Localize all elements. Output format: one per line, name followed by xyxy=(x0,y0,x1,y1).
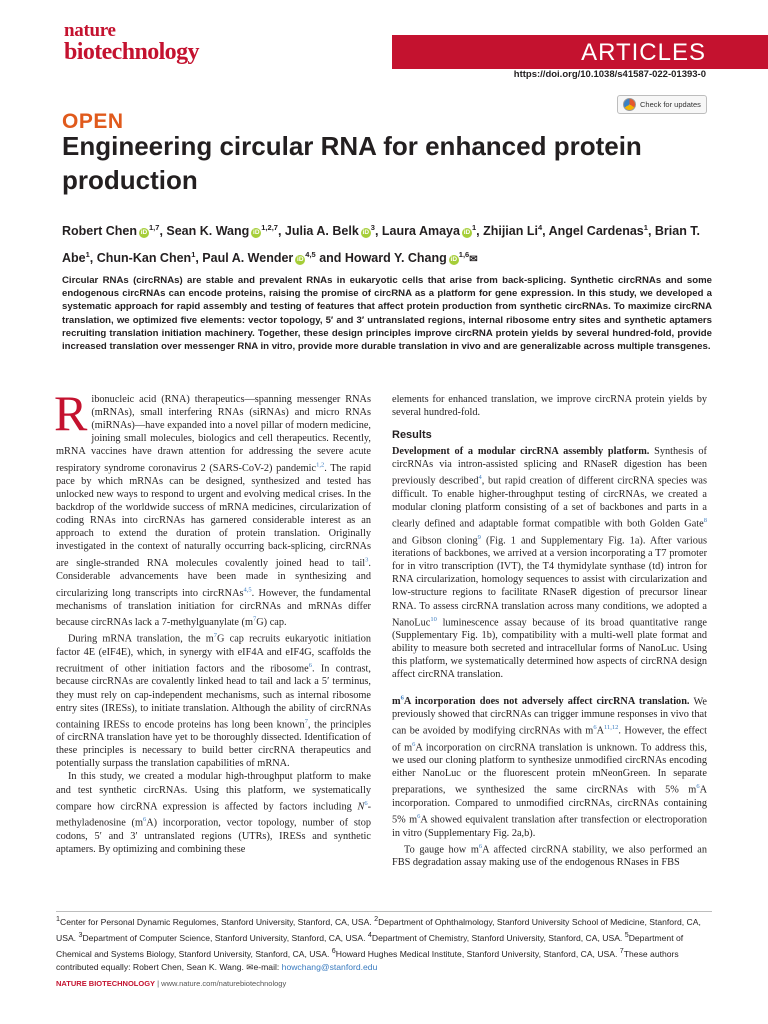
orcid-icon[interactable]: iD xyxy=(362,229,370,237)
doi-link[interactable]: https://doi.org/10.1038/s41587-022-01393-0 xyxy=(513,69,706,80)
intro-paragraph-3: In this study, we created a modular high-throughput platform to make and test synthetic circRNAs. Using this platform, we systematically compare how circRNA expression is affected by factors including $N^6$-methyladenosine $(m^6A)$ incorporation, vector topology, number of stop codons, 5′ and 3′ untranslated regions (UTRs), IRESs and synthetic aptamers. By optimizing and combining these xyxy=(56,771,371,855)
orcid-icon[interactable]: iD xyxy=(140,229,148,237)
section-label: ARTICLES xyxy=(581,39,706,66)
orcid-icon[interactable]: iD xyxy=(463,229,471,237)
affiliations: $^1$Center for Personal Dynamic Regulomes, Stanford University, Stanford, CA, USA. $^2$Department of Ophthalmology, Stanford University School of Medicine, Stanford, CA, USA. $^3$Department of Computer Science, Stanford University, Stanford, CA, USA. $^4$Department of Chemistry, Stanford University, Stanford, CA, USA. $^5$Department of Chemical and Systems Biology, Stanford University, Stanford, CA, USA. $^6$Howard Hughes Medical Institute, Stanford University, Stanford, CA, USA. $^7$These authors contributed equally: Robert Chen, Sean K. Wang. ✉e-mail: howchang@stanford.edu xyxy=(56,915,701,972)
crossmark-icon xyxy=(623,98,636,111)
article-title: Engineering circular RNA for enhanced protein production xyxy=(62,131,642,195)
journal-logo-line2: biotechnology xyxy=(64,39,199,65)
orcid-icon[interactable]: iD xyxy=(297,256,304,264)
orcid-icon[interactable]: iD xyxy=(450,256,458,264)
intro-paragraph-1-text: ibonucleic acid (RNA) therapeutics—spanning messenger RNAs (mRNAs), small interfering RNAs (siRNAs) and micro RNAs (miRNAs)—have expanded into a novel pillar of modern medicine, joining small molecules, biologics and cell therapeutics. Recently, mRNA vaccines have drawn attention for addressing the severe acute respiratory syndrome coronavirus 2 (SARS-CoV-2) pandemic$^{1,2}$. The rapid pace by which mRNAs can be designed, synthesized and tested has unlocked new ways to respond to urgent and evolving medical crises. In the backdrop of the worldwide success of mRNA medicines, circularization of coding RNAs into circRNAs has garnered considerable interest as an approach to extend the duration of protein translation. Originally investigated in the context of naturally occurring back-splicing, circRNAs are single-stranded RNA molecules covalently joined head to tail$^3$. Considerable advancements have been made in synthesizing and circularizing long transcripts into circRNAs$^{4,5}$. However, the fundamental mechanisms of translation initiation for circRNAs and mRNAs differ because circRNAs lack a 7-methylguanylate $(m^7G)$ cap. xyxy=(56,394,372,629)
footer-url[interactable]: www.nature.com/naturebiotechnology xyxy=(161,979,287,988)
intro-paragraph-1 xyxy=(54,385,372,629)
journal-logo-line1: nature xyxy=(64,20,116,41)
results-paragraph-1: Development of a modular circRNA assembly platform. Synthesis of circRNAs via intron-assisted splicing and RNaseR digestion has been previously described$^4$, but rapid creation of different circRNA species was difficult. To enable higher-throughput testing of circRNAs, we created a modular cloning platform consisting of a set of backbones and parts in a clearly defined and adaptable format compatible with both Golden Gate$^8$ and Gibson cloning$^9$ (Fig. 1 and Supplementary Fig. 1a). After various iterations of backbones, we arrived at a version incorporating a T7 promoter for in vitro transcription (IVT), the T4 thymidylate synthase (td) intron for RNA circularization, homology sequences to assist with circularization and low-structure regions to facilitate RNaseR digestion of precursor linear RNA. To assess circRNA translation across many conditions, we adopted a NanoLuc$^{10}$ luminescence assay because of its broad quantitative range (Supplementary Fig. 1b), compatibility with a multi-well plate format and ability to measure both secreted and intracellular forms of NanoLuc. Using this platform, we systematically determined how aspects of circRNA design affect circRNA translation. xyxy=(392,446,707,681)
intro-paragraph-4: elements for enhanced translation, we improve circRNA protein yields by several hundred-fold. xyxy=(392,394,707,419)
body-column-left xyxy=(54,385,372,856)
footnote-divider xyxy=(56,911,712,912)
body-column-right xyxy=(392,393,707,869)
intro-paragraph-2: During mRNA translation, the $m^7G$ cap recruits eukaryotic initiation factor 4E (eIF4E), which, in synergy with eIF4A and eIF4G, scaffolds the recruitment of other initiation factors and the ribosome$^6$. In contrast, because circRNAs are covalently linked head to tail and lack a 5′ terminus, they must rely on cap-independent mechanisms, such as internal ribosome entry sites (IRESs), to initiate translation. Although the ability of circRNAs containing IRESs to encode proteins has long been known$^7$, the principles of circRNA translation have yet to be thoroughly dissected. Identification of these principles is necessary to build better circRNA therapeutics and potentially surpass the translation capabilities of mRNA. xyxy=(56,632,371,770)
check-updates-label: Check for updates xyxy=(640,100,701,109)
results-paragraph-3: To gauge how $m^6A$ affected circRNA stability, we also performed an FBS degradation assay making use of the endogenous RNases in FBS xyxy=(392,842,707,869)
drop-cap: R xyxy=(54,385,88,441)
orcid-icon[interactable]: iD xyxy=(253,229,260,237)
abstract: Circular RNAs (circRNAs) are stable and prevalent RNAs in eukaryotic cells that arise from back-splicing. Synthetic circRNAs and some endogenous circRNAs can encode proteins, raising the promise of circRNA as a platform for gene expression. In this study, we developed a systematic approach for rapid assembly and testing of features that affect protein production from synthetic circRNAs. To maximize circRNA translation, we optimized five elements: vector topology, 5′ and 3′ untranslated regions, internal ribosome entry sites and synthetic aptamers recruiting translation initiation machinery. Together, these design principles improve circRNA protein yields by several hundred-fold, provide increased translation over messenger RNA in vitro, provide more durable translation in vivo and are generalizable across multiple transgenes. xyxy=(62,275,712,353)
author-list: Robert Chen iD$^{1,7}$, Sean K. Wang iD$^{1,2,7}$, Julia A. Belk $iD^3$, Laura Amaya $iD^1$, Zhijian Li$^4$, Angel Cardenas$^1$, Brian T. Abe$^1$, Chun-Kan Chen$^1$, Paul A. Wender iD$^{4,5}$ and Howard Y. Chang iD$^{1,6}$✉ xyxy=(62,223,701,266)
check-updates-button[interactable] xyxy=(617,95,707,114)
section-banner xyxy=(392,35,768,69)
results-paragraph-2: $m^6A$ incorporation does not adversely affect circRNA translation. We previously showed that circRNAs can trigger immune responses in vivo that can be avoided by modifying circRNAs with $m^6A^{11,12}$. However, the effect of $m^6A$ incorporation on circRNA translation is unknown. To address this, we used our cloning platform to synthesize unmodified circRNAs encoding either NanoLuc or the fluorescent protein mNeonGreen. In separate preparations, we synthesized the same circRNAs with 5% $m^6A$ incorporation. Compared to unmodified circRNAs, circRNAs containing 5% $m^6A$ showed equivalent translation after transfection or electroporation in vitro (Supplementary Fig. 2a,b). xyxy=(392,694,707,839)
page-footer xyxy=(56,979,286,988)
open-access-label: OPEN xyxy=(62,110,124,133)
journal-logo[interactable] xyxy=(64,22,199,64)
results-heading: Results xyxy=(392,429,432,442)
footer-journal: NATURE BIOTECHNOLOGY xyxy=(56,979,156,988)
envelope-icon[interactable]: ✉ xyxy=(469,254,478,266)
footer-separator: | xyxy=(155,979,162,988)
